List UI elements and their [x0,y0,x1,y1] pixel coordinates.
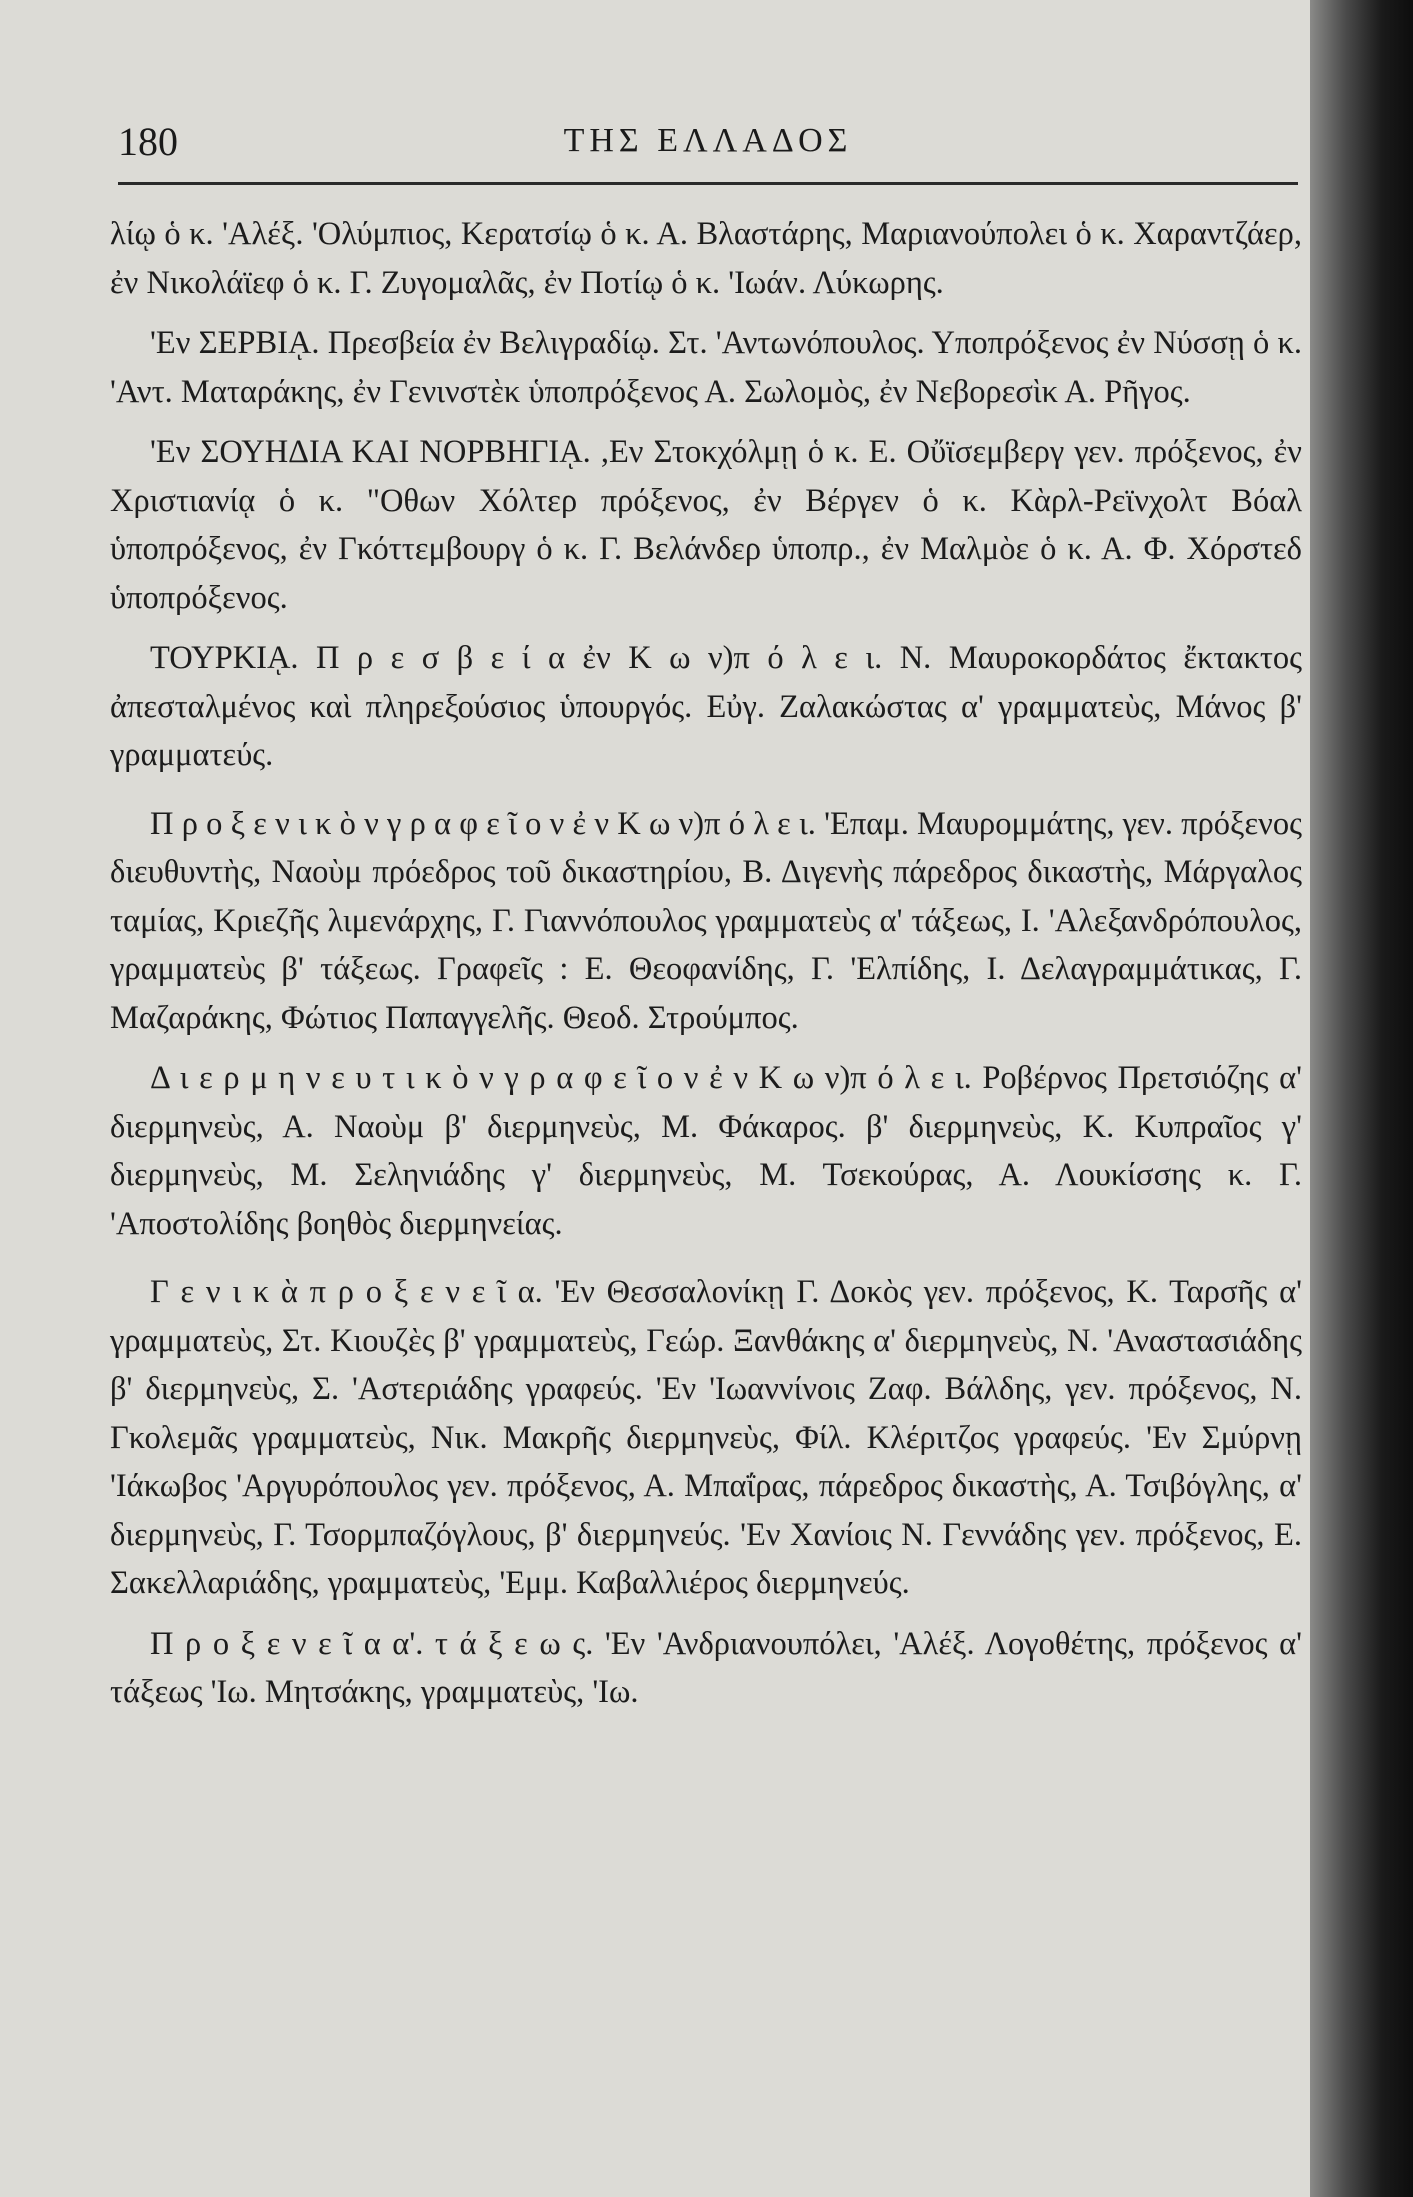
paragraph-first-class-consulates: Π ρ ο ξ ε ν ε ῖ α α'. τ ά ξ ε ω ς. 'Εν 'Ανδριανουπόλει, 'Αλέξ. Λογοθέτης, πρόξενος α' τάξεως 'Ιω. Μητσάκης, γραμματεὺς, 'Ιω. [110,1625,1302,1710]
paragraph-turkey-embassy: ΤΟΥΡΚΙᾼ. Π ρ ε σ β ε ί α ἐν Κ ω ν)π ό λ ε ι. Ν. Μαυροκορδάτος ἔκτακτος ἀπεσταλμένος καὶ πληρεξούσιος ὑπουργός. Εὐγ. Ζαλακώστας α' γραμματεὺς, Μάνος β' γραμματεύς. [110,640,1302,773]
page-number: 180 [118,119,178,164]
paragraph-general-consulates: Γ ε ν ι κ ὰ π ρ ο ξ ε ν ε ῖ α. 'Εν Θεσσαλονίκῃ Γ. Δοκὸς γεν. πρόξενος, Κ. Ταρσῆς α' γραμματεὺς, Στ. Κιουζὲς β' γραμματεὺς, Γεώρ. Ξανθάκης α' διερμηνεὺς, Ν. 'Αναστασιάδης β' διερμηνεὺς, Σ. 'Αστεριάδης γραφεύς. 'Εν 'Ιωαννίνοις Ζαφ. Βάλδης, γεν. πρόξενος, Ν. Γκολεμᾶς γραμματεὺς, Νικ. Μακρῆς διερμηνεὺς, Φίλ. Κλέριτζος γραφεύς. 'Εν Σμύρνῃ 'Ιάκωβος 'Αργυρόπουλος γεν. πρόξενος, Α. Μπαΐρας, πάρεδρος δικαστὴς, Α. Τσιβόγλης, α' διερμηνεὺς, Γ. Τσορμπαζόγλους, β' διερμηνεύς. 'Εν Χανίοις Ν. Γεννάδης γεν. πρόξενος, Ε. Σακελλαριάδης, γραμματεὺς, 'Εμμ. Καβαλλιέρος διερμηνεύς. [110,1274,1302,1601]
page-header [118,118,1298,178]
header-rule [118,182,1298,185]
book-gutter [1310,0,1413,2197]
paragraph-continuation: λίῳ ὁ κ. 'Αλέξ. 'Ολύμπιος, Κερατσίῳ ὁ κ. Α. Βλαστάρης, Μαριανούπολει ὁ κ. Χαραντζάερ, ἐν Νικολάϊεφ ὁ κ. Γ. Ζυγομαλᾶς, ἐν Ποτίῳ ὁ κ. 'Ιωάν. Λύκωρης. [110,216,1302,301]
paragraph-sweden-norway: 'Εν ΣΟΥΗΔΙΑ ΚΑΙ ΝΟΡΒΗΓΙᾼ. ,Εν Στοκχόλμῃ ὁ κ. Ε. Οὔϊσεμβεργ γεν. πρόξενος, ἐν Χριστιανίᾳ ὁ κ. "Οθων Χόλτερ πρόξενος, ἐν Βέργεν ὁ κ. Κὰρλ-Ρεϊνχολτ Βόαλ ὑποπρόξενος, ἐν Γκόττεμβουργ ὁ κ. Γ. Βελάνδερ ὑποπρ., ἐν Μαλμὸε ὁ κ. Α. Φ. Χόρστεδ ὑποπρόξενος. [110,434,1302,616]
paragraph-interpreters-office: Δ ι ε ρ μ η ν ε υ τ ι κ ὸ ν γ ρ α φ ε ῖ ο ν ἐ ν Κ ω ν)π ό λ ε ι. Ροβέρνος Πρετσιόζης α' διερμηνεὺς, Α. Ναοὺμ β' διερμηνεὺς, Μ. Φάκαρος. β' διερμηνεὺς, Κ. Κυπραῖος γ' διερμηνεὺς, Μ. Σεληνιάδης γ' διερμηνεὺς, Μ. Τσεκούρας, Α. Λουκίσσης κ. Γ. 'Αποστολίδης βοηθὸς διερμηνείας. [110,1060,1302,1242]
running-title: ΤΗΣ ΕΛΛΑΔΟΣ [563,122,853,159]
body-text [110,210,1302,1729]
paragraph-consular-office: Π ρ ο ξ ε ν ι κ ὸ ν γ ρ α φ ε ῖ ο ν ἐ ν Κ ω ν)π ό λ ε ι. 'Επαμ. Μαυρομμάτης, γεν. πρόξενος διευθυντὴς, Ναοὺμ πρόεδρος τοῦ δικαστηρίου, Β. Διγενὴς πάρεδρος δικαστὴς, Μάργαλος ταμίας, Κριεζῆς λιμενάρχης, Γ. Γιαννόπουλος γραμματεὺς α' τάξεως, Ι. 'Αλεξανδρόπουλος, γραμματεὺς β' τάξεως. Γραφεῖς : Ε. Θεοφανίδης, Γ. 'Ελπίδης, Ι. Δελαγραμμάτικας, Γ. Μαζαράκης, Φώτιος Παπαγγελῆς. Θεοδ. Στρούμπος. [110,805,1302,1036]
paragraph-serbia: 'Εν ΣΕΡΒΙᾼ. Πρεσβεία ἐν Βελιγραδίῳ. Στ. 'Αντωνόπουλος. Υποπρόξενος ἐν Νύσσῃ ὁ κ. 'Αντ. Ματαράκης, ἐν Γενινστὲκ ὑποπρόξενος Α. Σωλομὸς, ἐν Νεβορεσὶκ Α. Ρῆγος. [110,325,1302,410]
